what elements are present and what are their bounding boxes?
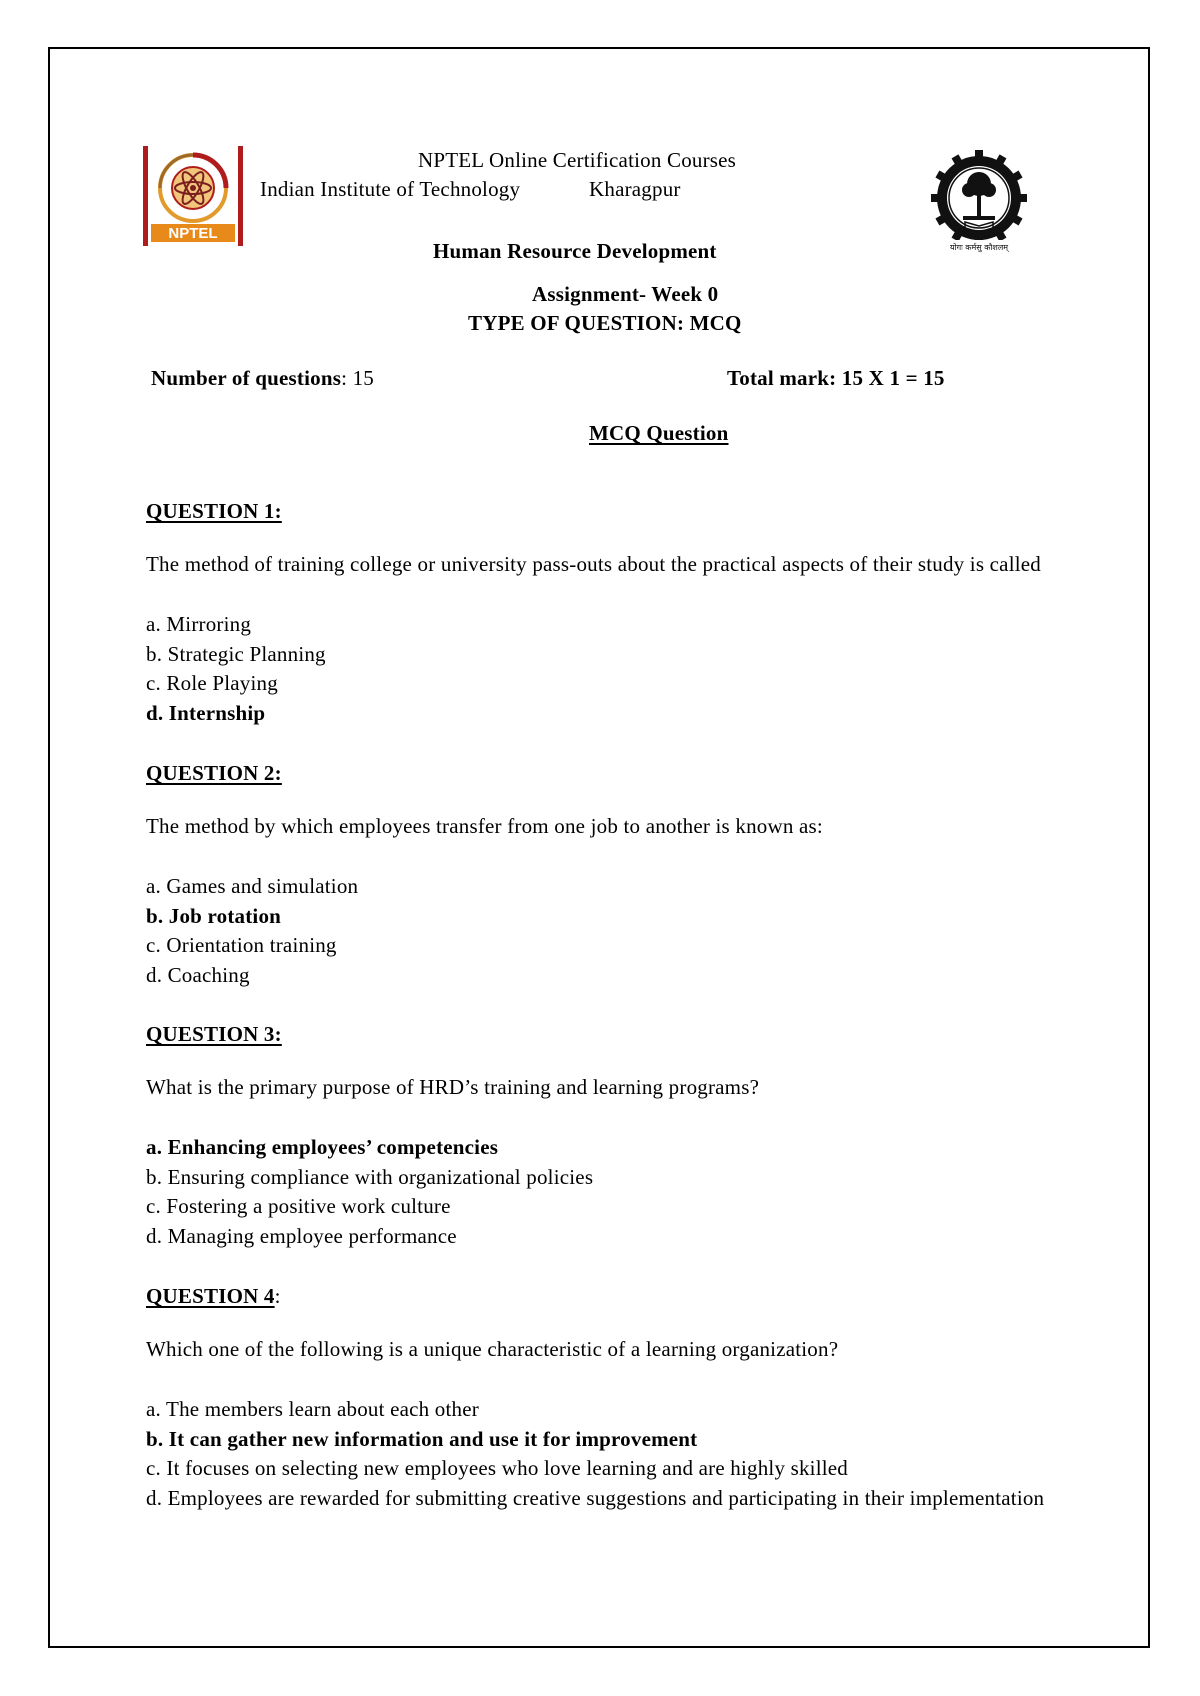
answer-option: b. Ensuring compliance with organizational policies	[146, 1164, 594, 1189]
question-heading-label: QUESTION 2:	[146, 761, 282, 785]
answer-option: a. The members learn about each other	[146, 1397, 479, 1421]
answer-option: b. Strategic Planning	[146, 641, 326, 666]
question-type: TYPE OF QUESTION: MCQ	[468, 311, 742, 335]
num-questions-label: Number of questions	[151, 366, 342, 390]
question-heading	[146, 758, 282, 788]
question-heading-label: QUESTION 4	[146, 1284, 275, 1308]
course-title: Human Resource Development	[433, 239, 717, 263]
total-mark: Total mark: 15 X 1 = 15	[727, 366, 945, 390]
question-heading-label: QUESTION 3:	[146, 1022, 282, 1046]
answer-option: c. Role Playing	[146, 671, 278, 695]
question-heading	[146, 1019, 282, 1049]
answer-option: a. Games and simulation	[146, 874, 359, 898]
answer-option: c. It focuses on selecting new employees who love learning and are highly skilled	[146, 1456, 849, 1480]
answer-option: c. Fostering a positive work culture	[146, 1194, 451, 1218]
iit-emblem-motto: योगः कर्मसु कौशलम्	[949, 243, 1009, 252]
iit-kharagpur-emblem	[931, 150, 1027, 254]
num-questions-value: : 15	[341, 366, 374, 390]
institute-city: Kharagpur	[589, 177, 681, 201]
answer-option-correct: b. It can gather new information and use it for improvement	[146, 1426, 698, 1451]
answer-option: c. Orientation training	[146, 933, 337, 957]
org-line: NPTEL Online Certification Courses	[418, 148, 737, 172]
question-text: The method by which employees transfer from one job to another is known as:	[146, 814, 823, 838]
institute-name: Indian Institute of Technology	[260, 177, 521, 201]
assignment-title: Assignment- Week 0	[532, 282, 719, 306]
answer-option: a. Mirroring	[146, 612, 252, 636]
nptel-logo-caption: NPTEL	[168, 225, 218, 242]
question-text: Which one of the following is a unique characteristic of a learning organization?	[146, 1337, 839, 1361]
answer-option: d. Employees are rewarded for submitting creative suggestions and participating in their implementation	[146, 1485, 1045, 1510]
question-text: The method of training college or university pass-outs about the practical aspects of their study is called	[146, 552, 1041, 576]
answer-option: d. Coaching	[146, 962, 250, 987]
question-text: What is the primary purpose of HRD’s training and learning programs?	[146, 1075, 760, 1099]
answer-option-correct: a. Enhancing employees’ competencies	[146, 1135, 499, 1159]
question-heading	[146, 496, 282, 526]
answer-option-correct: d. Internship	[146, 700, 266, 725]
answer-option-correct: b. Job rotation	[146, 903, 282, 928]
question-heading	[146, 1281, 281, 1311]
question-heading-label: QUESTION 1:	[146, 499, 282, 523]
number-of-questions	[151, 363, 374, 393]
question-heading-suffix: :	[274, 1284, 281, 1308]
nptel-logo	[143, 146, 243, 246]
answer-option: d. Managing employee performance	[146, 1223, 457, 1248]
section-heading: MCQ Question	[589, 421, 729, 445]
